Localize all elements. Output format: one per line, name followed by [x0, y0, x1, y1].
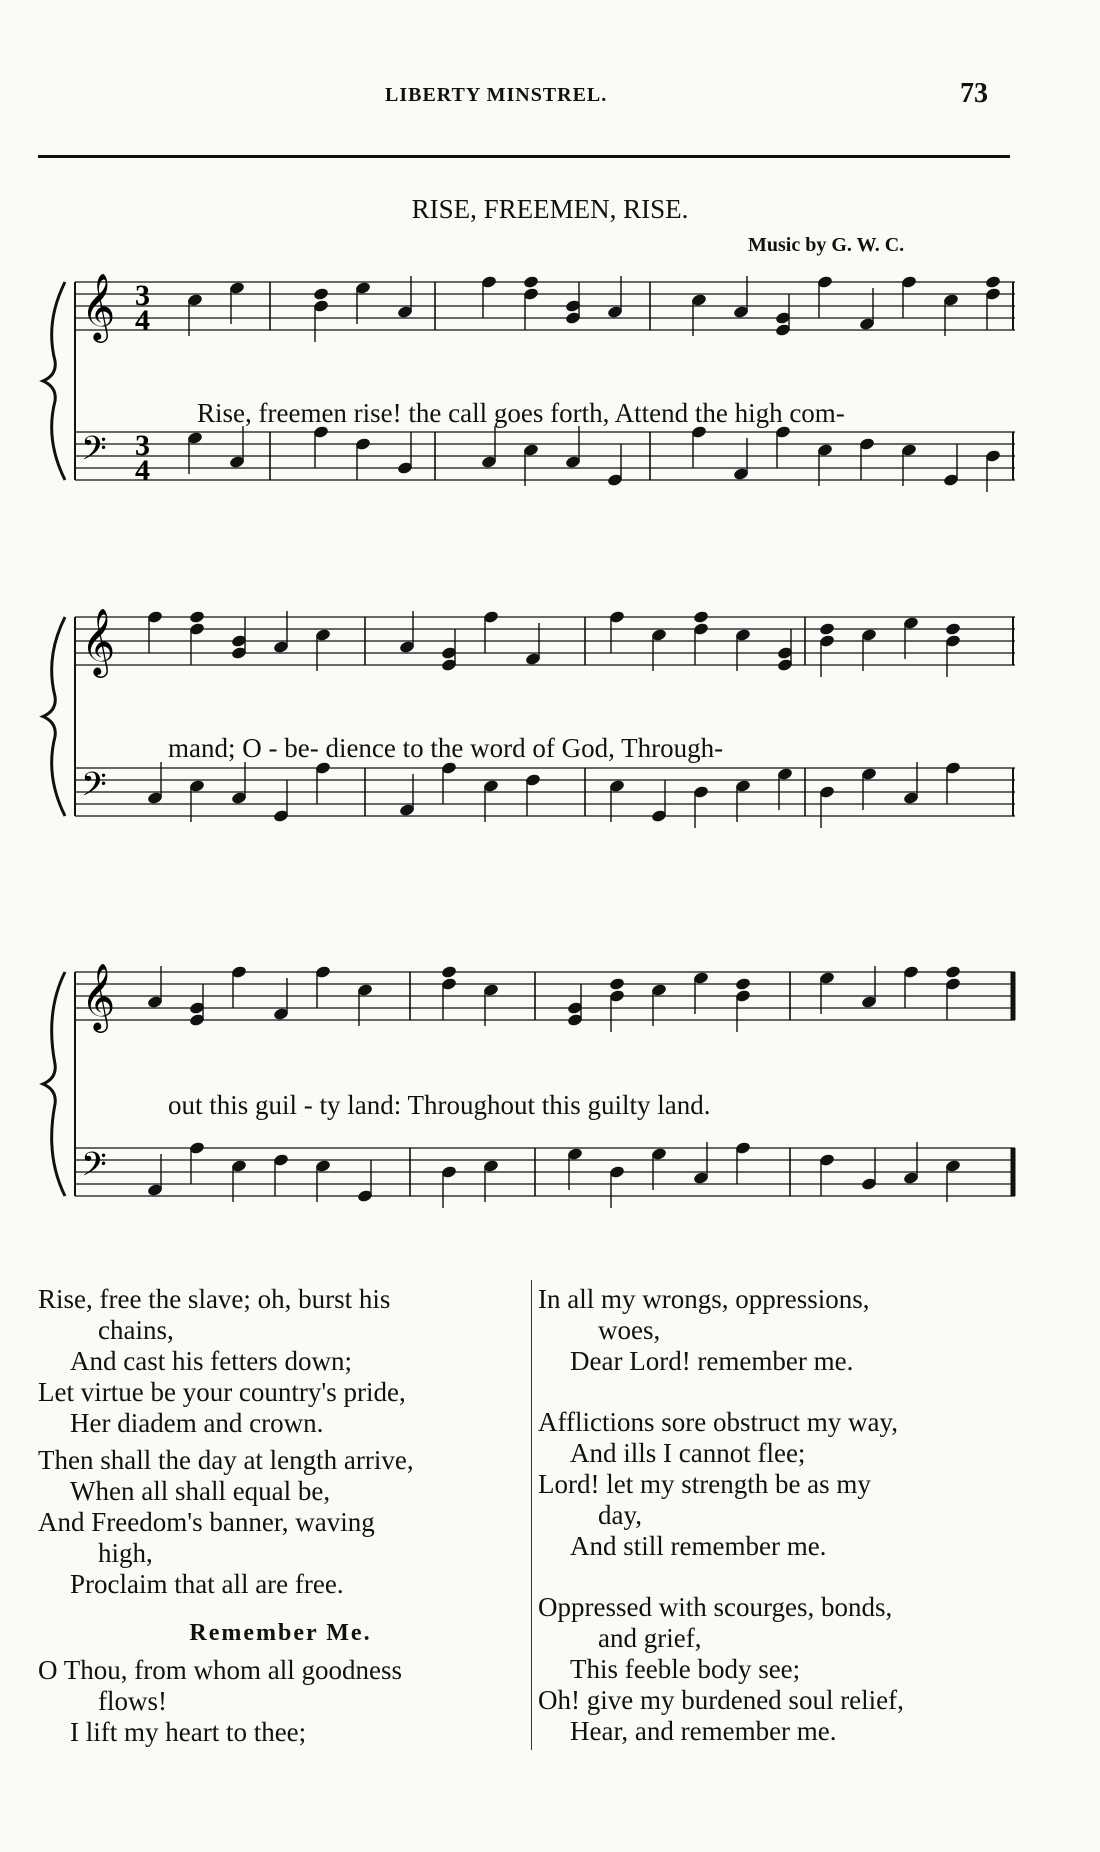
right-verse-column: [538, 1284, 1018, 1747]
verse-line: In all my wrongs, oppressions,: [538, 1284, 870, 1314]
verse-line: Lord! let my strength be as my: [538, 1469, 871, 1499]
verse-line: Afflictions sore obstruct my way,: [538, 1407, 898, 1437]
verse-line: chains,: [98, 1315, 174, 1345]
brace: [43, 282, 65, 480]
verse-line: Dear Lord! remember me.: [570, 1346, 854, 1376]
hymn-title: Remember Me.: [189, 1620, 372, 1646]
note-head: [609, 977, 626, 991]
verse-line: flows!: [98, 1686, 167, 1716]
header-rule: [38, 155, 1010, 158]
verse-line: Oppressed with scourges, bonds,: [538, 1592, 893, 1622]
verse-line: This feeble body see;: [570, 1654, 801, 1684]
verse-line: O Thou, from whom all goodness: [38, 1655, 402, 1685]
note-head: [945, 622, 962, 636]
note-head: [735, 977, 752, 991]
verse-line: Then shall the day at length arrive,: [38, 1445, 414, 1475]
bass-clef-icon: 𝄢: [81, 766, 107, 812]
verse-line: day,: [598, 1500, 642, 1530]
verse-line: And ills I cannot flee;: [570, 1438, 806, 1468]
note-head: [693, 610, 710, 624]
lyric-line-2: mand; O - be- dience to the word of God, Through-: [168, 733, 724, 763]
lyric-line-1: Rise, freemen rise! the call goes forth, Attend the high com-: [197, 398, 845, 428]
song-title: RISE, FREEMEN, RISE.: [411, 194, 689, 224]
verse-line: high,: [98, 1538, 153, 1568]
verse-line: woes,: [598, 1315, 661, 1345]
time-signature-top: 3: [135, 429, 150, 462]
time-signature-top: 3: [135, 279, 150, 312]
verse-line: I lift my heart to thee;: [70, 1717, 307, 1747]
treble-clef-icon: 𝄞: [81, 962, 116, 1030]
note-head: [523, 275, 540, 289]
treble-clef-icon: 𝄞: [81, 272, 116, 340]
verse-line: Hear, and remember me.: [570, 1716, 837, 1746]
note-head: [441, 965, 458, 979]
note-head: [313, 287, 330, 301]
running-head: [0, 78, 1100, 124]
verse-line: Rise, free the slave; oh, burst his: [38, 1284, 391, 1314]
lyric-line-3: out this guil - ty land: Throughout this guilty land.: [168, 1090, 711, 1120]
verse-line: And cast his fetters down;: [70, 1346, 352, 1376]
verse-line: and grief,: [598, 1623, 702, 1653]
running-title: LIBERTY MINSTREL.: [385, 84, 608, 106]
verse-line: Her diadem and crown.: [70, 1408, 324, 1438]
brace: [43, 617, 65, 816]
time-signature-bottom: 4: [135, 304, 150, 337]
verse-line: And Freedom's banner, waving: [38, 1507, 375, 1537]
column-divider: [531, 1280, 532, 1750]
verse-line: Let virtue be your country's pride,: [38, 1377, 406, 1407]
music-credit: Music by G. W. C.: [748, 234, 905, 256]
verse-line: When all shall equal be,: [70, 1476, 331, 1506]
note-head: [985, 275, 1002, 289]
verse-line: Proclaim that all are free.: [70, 1569, 344, 1599]
brace: [43, 972, 65, 1196]
treble-clef-icon: 𝄞: [81, 607, 116, 675]
bass-clef-icon: 𝄢: [81, 430, 107, 476]
note-head: [945, 965, 962, 979]
bass-clef-icon: 𝄢: [81, 1146, 107, 1192]
note-head: [819, 622, 836, 636]
verse-line: And still remember me.: [570, 1531, 827, 1561]
page-number: 73: [960, 78, 988, 109]
verse-line: Oh! give my burdened soul relief,: [538, 1685, 904, 1715]
left-verse-column: [38, 1284, 523, 1748]
note-head: [189, 610, 206, 624]
time-signature-bottom: 4: [135, 454, 150, 487]
